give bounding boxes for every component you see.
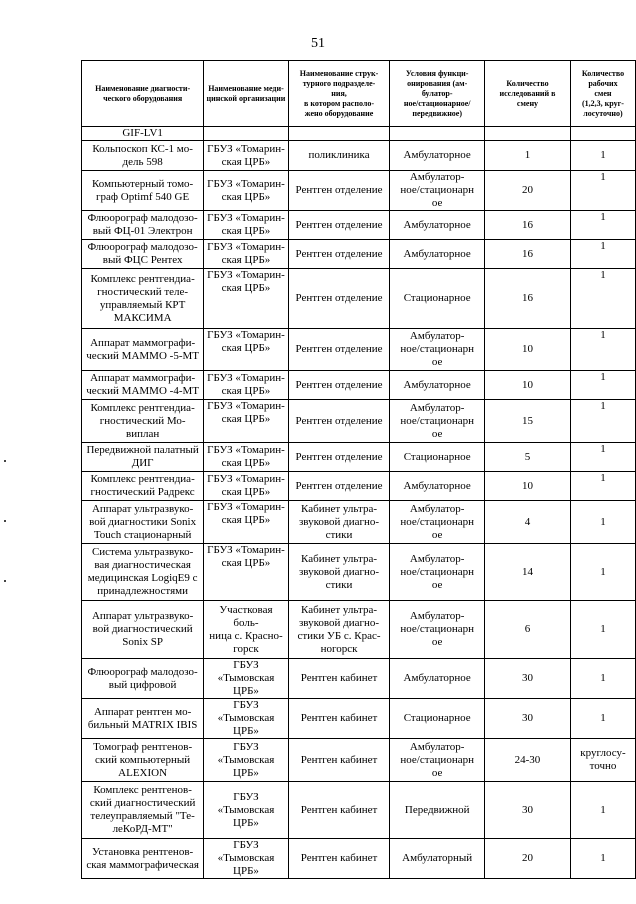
cell-shifts: 1 bbox=[570, 443, 635, 472]
table-row bbox=[82, 739, 636, 782]
cell-exams-count: 30 bbox=[485, 659, 571, 699]
cell-organization: ГБУЗ «Томарин- ская ЦРБ» bbox=[204, 171, 288, 211]
header-organization: Наименование меди- цинской организации bbox=[204, 61, 288, 127]
cell-equipment: Аппарат ультразвуко- вой диагностики Sonix Touch стационарный bbox=[82, 501, 204, 544]
cell-shifts: 1 bbox=[570, 501, 635, 544]
page-number: 51 bbox=[311, 36, 325, 51]
cell-organization: ГБУЗ «Томарин- ская ЦРБ» bbox=[204, 544, 288, 601]
cell-organization: ГБУЗ «Томарин- ская ЦРБ» bbox=[204, 472, 288, 501]
cell-shifts: 1 bbox=[570, 141, 635, 171]
table-row bbox=[82, 329, 636, 371]
cell-subdivision: Рентген отделение bbox=[288, 171, 390, 211]
cell-shifts bbox=[570, 127, 635, 141]
cell-subdivision: Рентген отделение bbox=[288, 400, 390, 443]
cell-organization: ГБУЗ «Томарин- ская ЦРБ» bbox=[204, 400, 288, 443]
cell-equipment: Аппарат маммографи- ческий МАММО -4-МТ bbox=[82, 371, 204, 400]
cell-organization: ГБУЗ «Томарин- ская ЦРБ» bbox=[204, 443, 288, 472]
scan-dot bbox=[4, 580, 6, 582]
cell-shifts: 1 bbox=[570, 269, 635, 329]
cell-exams-count: 20 bbox=[485, 171, 571, 211]
cell-subdivision: Рентген кабинет bbox=[288, 699, 390, 739]
cell-equipment: Комплекс рентгендиа- гностический теле- управляемый КРТ МАКСИМА bbox=[82, 269, 204, 329]
cell-equipment: Аппарат рентген мо- бильный MATRIX IBIS bbox=[82, 699, 204, 739]
cell-organization: ГБУЗ «Тымовская ЦРБ» bbox=[204, 659, 288, 699]
cell-subdivision: Рентген отделение bbox=[288, 472, 390, 501]
cell-equipment: Флюорограф малодозо- вый ФЦ-01 Электрон bbox=[82, 211, 204, 240]
table-row bbox=[82, 269, 636, 329]
cell-conditions: Амбулатор- ное/стационарн ое bbox=[390, 501, 485, 544]
cell-conditions: Амбулатор- ное/стационарн ое bbox=[390, 329, 485, 371]
table-row bbox=[82, 839, 636, 879]
cell-exams-count: 14 bbox=[485, 544, 571, 601]
cell-conditions: Стационарное bbox=[390, 443, 485, 472]
cell-conditions: Амбулаторное bbox=[390, 659, 485, 699]
cell-organization: ГБУЗ «Томарин- ская ЦРБ» bbox=[204, 269, 288, 329]
cell-shifts: 1 bbox=[570, 400, 635, 443]
cell-exams-count: 6 bbox=[485, 601, 571, 659]
cell-subdivision: Рентген отделение bbox=[288, 240, 390, 269]
cell-equipment: Компьютерный томо- граф Optimf 540 GE bbox=[82, 171, 204, 211]
table-row bbox=[82, 240, 636, 269]
cell-organization: Участковая боль- ница с. Красно- горск bbox=[204, 601, 288, 659]
cell-exams-count: 30 bbox=[485, 782, 571, 839]
cell-organization: ГБУЗ «Тымовская ЦРБ» bbox=[204, 739, 288, 782]
header-equipment: Наименование диагности- ческого оборудования bbox=[82, 61, 204, 127]
cell-subdivision: Рентген отделение bbox=[288, 443, 390, 472]
cell-equipment: Комплекс рентгендиа- гностический Радрекс bbox=[82, 472, 204, 501]
cell-subdivision: Рентген отделение bbox=[288, 329, 390, 371]
cell-conditions: Амбулаторное bbox=[390, 371, 485, 400]
header-row bbox=[82, 61, 636, 127]
cell-equipment: Флюорограф малодозо- вый цифровой bbox=[82, 659, 204, 699]
cell-conditions: Амбулатор- ное/стационарн ое bbox=[390, 400, 485, 443]
cell-organization: ГБУЗ «Тымовская ЦРБ» bbox=[204, 782, 288, 839]
cell-equipment: Томограф рентгенов- ский компьютерный ALEXION bbox=[82, 739, 204, 782]
cell-subdivision: Кабинет ультра- звуковой диагно- стики bbox=[288, 501, 390, 544]
cell-shifts: 1 bbox=[570, 782, 635, 839]
cell-organization: ГБУЗ «Томарин- ская ЦРБ» bbox=[204, 240, 288, 269]
cell-equipment: Комплекс рентгенов- ский диагностический телеуправляемый "Те- леКоРД-МТ" bbox=[82, 782, 204, 839]
cell-shifts: 1 bbox=[570, 171, 635, 211]
cell-organization: ГБУЗ «Томарин- ская ЦРБ» bbox=[204, 211, 288, 240]
cell-conditions: Амбулаторное bbox=[390, 211, 485, 240]
cell-exams-count: 4 bbox=[485, 501, 571, 544]
cell-organization: ГБУЗ «Томарин- ская ЦРБ» bbox=[204, 141, 288, 171]
table-row bbox=[82, 699, 636, 739]
cell-shifts: 1 bbox=[570, 839, 635, 879]
cell-equipment: Аппарат ультразвуко- вой диагностический Sonix SP bbox=[82, 601, 204, 659]
table-row bbox=[82, 659, 636, 699]
cell-equipment: Аппарат маммографи- ческий МАММО -5-МТ bbox=[82, 329, 204, 371]
table-row bbox=[82, 472, 636, 501]
scan-dot bbox=[4, 460, 6, 462]
cell-shifts: 1 bbox=[570, 544, 635, 601]
cell-exams-count: 16 bbox=[485, 240, 571, 269]
table-row bbox=[82, 443, 636, 472]
cell-equipment: Система ультразвуко- вая диагностическая медицинская LogiqE9 с принадлежностями bbox=[82, 544, 204, 601]
cell-conditions: Амбулатор- ное/стационарн ое bbox=[390, 544, 485, 601]
cell-conditions: Амбулатор- ное/стационарн ое bbox=[390, 601, 485, 659]
cell-shifts: 1 bbox=[570, 472, 635, 501]
table-row bbox=[82, 400, 636, 443]
table-row bbox=[82, 141, 636, 171]
cell-equipment: GIF-LV1 bbox=[82, 127, 204, 141]
cell-subdivision: Кабинет ультра- звуковой диагно- стики bbox=[288, 544, 390, 601]
cell-subdivision: поликлиника bbox=[288, 141, 390, 171]
cell-subdivision: Рентген кабинет bbox=[288, 782, 390, 839]
cell-shifts: 1 bbox=[570, 699, 635, 739]
cell-equipment: Флюорограф малодозо- вый ФЦС Рентех bbox=[82, 240, 204, 269]
cell-organization: ГБУЗ «Тымовская ЦРБ» bbox=[204, 839, 288, 879]
cell-organization bbox=[204, 127, 288, 141]
cell-shifts: круглосу- точно bbox=[570, 739, 635, 782]
cell-subdivision: Рентген отделение bbox=[288, 371, 390, 400]
table-row bbox=[82, 371, 636, 400]
table-row bbox=[82, 501, 636, 544]
cell-conditions: Стационарное bbox=[390, 269, 485, 329]
cell-subdivision: Рентген кабинет bbox=[288, 659, 390, 699]
table-row bbox=[82, 544, 636, 601]
cell-exams-count: 20 bbox=[485, 839, 571, 879]
cell-organization: ГБУЗ «Томарин- ская ЦРБ» bbox=[204, 371, 288, 400]
cell-conditions: Амбулаторное bbox=[390, 141, 485, 171]
cell-shifts: 1 bbox=[570, 329, 635, 371]
header-exams-count: Количество исследований в смену bbox=[485, 61, 571, 127]
cell-subdivision: Кабинет ультра- звуковой диагно- стики УБ с. Крас- ногорск bbox=[288, 601, 390, 659]
cell-conditions: Амбулаторный bbox=[390, 839, 485, 879]
cell-shifts: 1 bbox=[570, 601, 635, 659]
cell-exams-count: 1 bbox=[485, 141, 571, 171]
cell-conditions: Амбулаторное bbox=[390, 472, 485, 501]
table-row bbox=[82, 127, 636, 141]
header-subdivision: Наименование струк- турного подразделе- ния, в котором располо- жено оборудование bbox=[288, 61, 390, 127]
cell-subdivision bbox=[288, 127, 390, 141]
table-row bbox=[82, 171, 636, 211]
cell-exams-count: 10 bbox=[485, 329, 571, 371]
cell-equipment: Кольпоскоп КС-1 мо- дель 598 bbox=[82, 141, 204, 171]
cell-subdivision: Рентген кабинет bbox=[288, 839, 390, 879]
cell-conditions: Передвижной bbox=[390, 782, 485, 839]
cell-exams-count: 5 bbox=[485, 443, 571, 472]
cell-exams-count: 16 bbox=[485, 269, 571, 329]
scan-dot bbox=[4, 520, 6, 522]
cell-conditions: Амбулатор- ное/стационарн ое bbox=[390, 739, 485, 782]
table-row bbox=[82, 782, 636, 839]
cell-organization: ГБУЗ «Томарин- ская ЦРБ» bbox=[204, 501, 288, 544]
cell-equipment: Установка рентгенов- ская маммографическая bbox=[82, 839, 204, 879]
cell-shifts: 1 bbox=[570, 240, 635, 269]
cell-exams-count bbox=[485, 127, 571, 141]
cell-exams-count: 16 bbox=[485, 211, 571, 240]
cell-conditions: Амбулатор- ное/стационарн ое bbox=[390, 171, 485, 211]
cell-exams-count: 15 bbox=[485, 400, 571, 443]
table-row bbox=[82, 211, 636, 240]
cell-exams-count: 10 bbox=[485, 472, 571, 501]
cell-subdivision: Рентген кабинет bbox=[288, 739, 390, 782]
cell-equipment: Передвижной палатный ДИГ bbox=[82, 443, 204, 472]
cell-organization: ГБУЗ «Тымовская ЦРБ» bbox=[204, 699, 288, 739]
cell-conditions: Амбулаторное bbox=[390, 240, 485, 269]
cell-subdivision: Рентген отделение bbox=[288, 269, 390, 329]
cell-exams-count: 30 bbox=[485, 699, 571, 739]
cell-exams-count: 10 bbox=[485, 371, 571, 400]
header-conditions: Условия функци- онирования (ам- булатор- ное/стационарное/ передвижное) bbox=[390, 61, 485, 127]
cell-conditions: Стационарное bbox=[390, 699, 485, 739]
cell-shifts: 1 bbox=[570, 659, 635, 699]
header-shifts: Количество рабочих смен (1,2,3, круг- лосуточно) bbox=[570, 61, 635, 127]
equipment-table bbox=[81, 60, 636, 879]
cell-subdivision: Рентген отделение bbox=[288, 211, 390, 240]
cell-exams-count: 24-30 bbox=[485, 739, 571, 782]
cell-shifts: 1 bbox=[570, 371, 635, 400]
cell-shifts: 1 bbox=[570, 211, 635, 240]
table-row bbox=[82, 601, 636, 659]
cell-organization: ГБУЗ «Томарин- ская ЦРБ» bbox=[204, 329, 288, 371]
cell-conditions bbox=[390, 127, 485, 141]
cell-equipment: Комплекс рентгендиа- гностический Мо- виплан bbox=[82, 400, 204, 443]
